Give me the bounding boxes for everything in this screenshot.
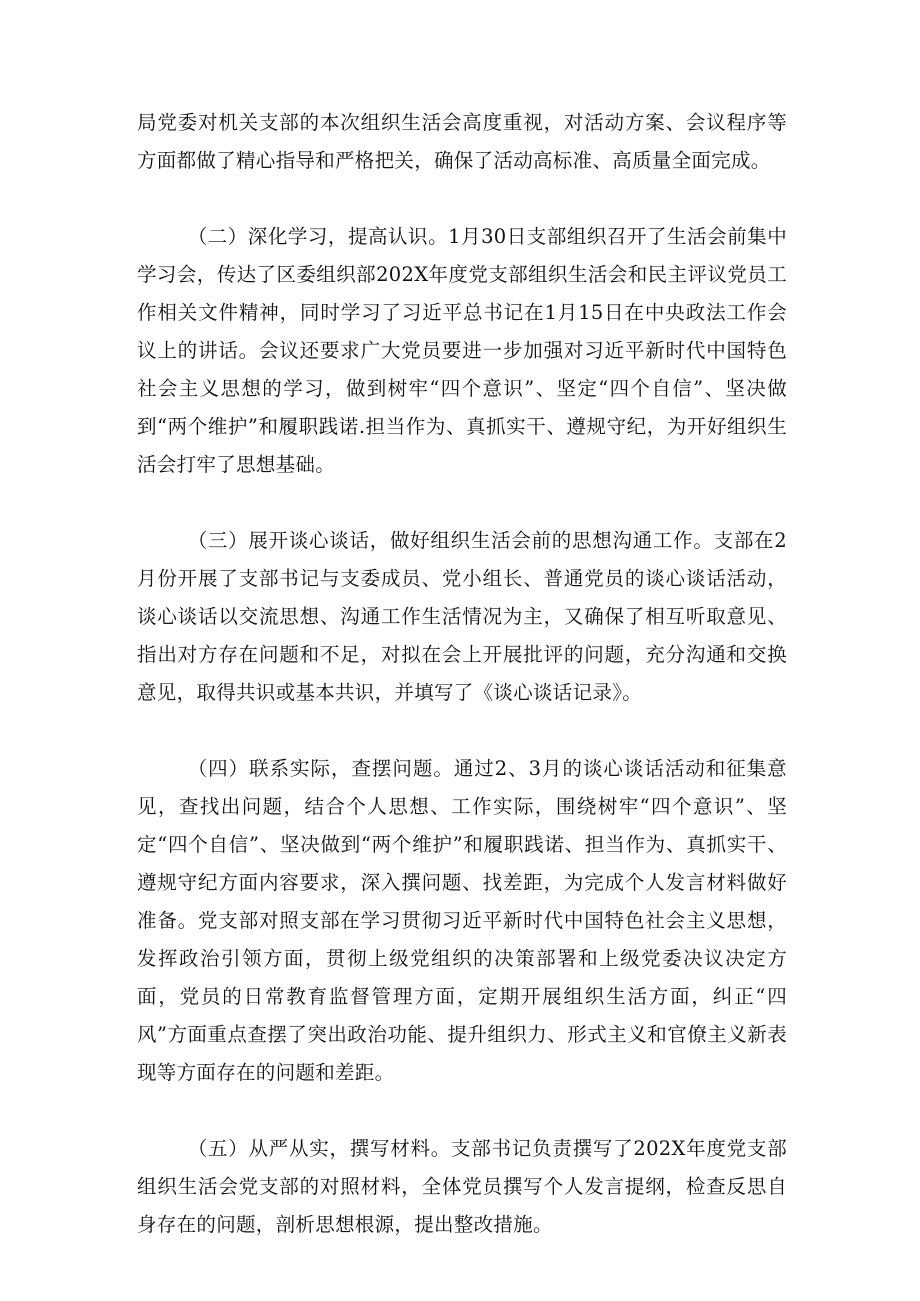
paragraph-write-materials: （五）从严从实，撰写材料。支部书记负责撰写了202X年度党支部组织生活会党支部的对照材料，全体党员撰写个人发言提纲，检查反思自身存在的问题，剖析思想根源，提出整改措施。 (137, 1137, 787, 1236)
document-body (137, 104, 787, 1244)
paragraph-continuation: 局党委对机关支部的本次组织生活会高度重视，对活动方案、会议程序等方面都做了精心指导和严格把关，确保了活动高标准、高质量全面完成。 (137, 111, 787, 172)
paragraph-heart-talk: （三）展开谈心谈话，做好组织生活会前的思想沟通工作。支部在2月份开展了支部书记与支委成员、党小组长、普通党员的谈心谈话活动，谈心谈话以交流思想、沟通工作生活情况为主，又确保了相互听取意见、指出对方存在问题和不足，对拟在会上开展批评的问题，充分沟通和交换意见，取得共识或基本共识，并填写了《谈心谈话记录》。 (137, 529, 787, 704)
paragraph-find-problems: （四）联系实际，查摆问题。通过2、3月的谈心谈话活动和征集意见，查找出问题，结合个人思想、工作实际，围绕树牢“四个意识”、坚定“四个自信”、坚决做到“两个维护”和履职践诺、担当作为、真抓实干、遵规守纪方面内容要求，深入撰问题、找差距，为完成个人发言材料做好准备。党支部对照支部在学习贯彻习近平新时代中国特色社会主义思想，发挥政治引领方面，贯彻上级党组织的决策部署和上级党委决议决定方面，党员的日常教育监督管理方面，定期开展组织生活方面，纠正“四风”方面重点查摆了突出政治功能、提升组织力、形式主义和官僚主义新表现等方面存在的问题和差距。 (137, 757, 787, 1084)
paragraph-study: （二）深化学习，提高认识。1月30日支部组织召开了生活会前集中学习会，传达了区委组织部202X年度党支部组织生活会和民主评议党员工作相关文件精神，同时学习了习近平总书记在1月15日在中央政法工作会议上的讲话。会议还要求广大党员要进一步加强对习近平新时代中国特色社会主义思想的学习，做到树牢“四个意识”、坚定“四个自信”、坚决做到“两个维护”和履职践诺.担当作为、真抓实干、遵规守纪，为开好组织生活会打牢了思想基础。 (137, 225, 787, 476)
